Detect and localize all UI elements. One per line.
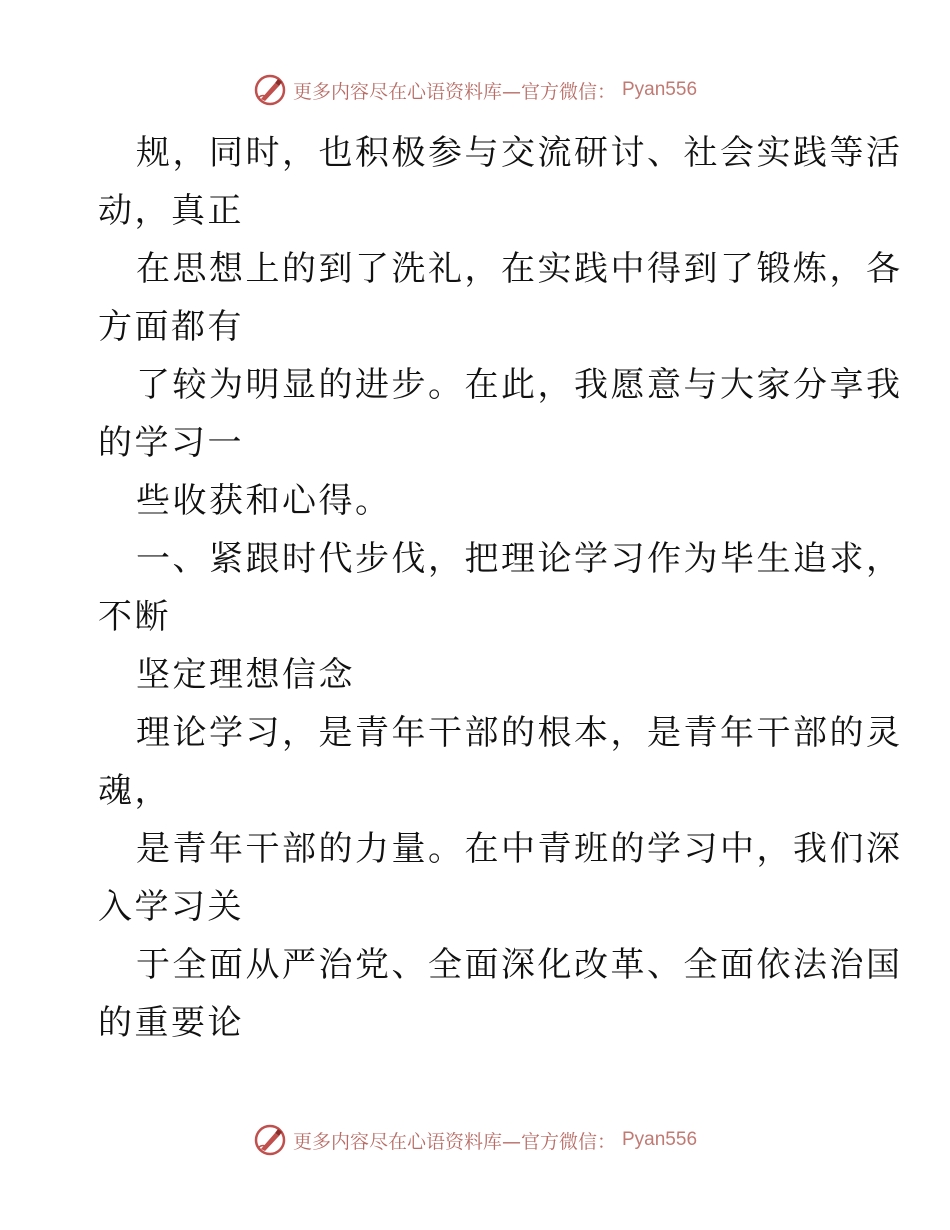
header-banner	[0, 70, 950, 110]
footer-banner	[0, 1120, 950, 1160]
footer-wechat-id: Pyan556	[622, 1129, 698, 1150]
text-line: 了较为明显的进步。在此，我愿意与大家分享我	[136, 365, 903, 405]
footer-banner-text: 更多内容尽在心语资料库—官方微信：	[292, 1130, 616, 1153]
text-line: 于全面从严治党、全面深化改革、全面依法治国	[136, 945, 903, 985]
text-line: 不断	[98, 597, 171, 637]
text-line: 入学习关	[98, 887, 244, 927]
header-banner-text: 更多内容尽在心语资料库—官方微信：	[292, 80, 616, 103]
text-line: 理论学习，是青年干部的根本，是青年干部的灵	[136, 713, 903, 753]
text-line: 规，同时，也积极参与交流研讨、社会实践等活	[136, 133, 903, 173]
text-line: 动，真正	[98, 191, 244, 231]
text-line: 是青年干部的力量。在中青班的学习中，我们深	[136, 829, 903, 869]
pen-circle-logo-icon	[253, 1123, 287, 1157]
pen-circle-logo-icon	[253, 73, 287, 107]
header-wechat-id: Pyan556	[622, 79, 698, 100]
text-line: 一、紧跟时代步伐，把理论学习作为毕生追求，	[136, 539, 903, 579]
text-line: 的重要论	[98, 1003, 244, 1043]
text-line: 些收获和心得。	[136, 481, 392, 521]
text-line: 坚定理想信念	[136, 655, 355, 695]
text-line: 的学习一	[98, 423, 244, 463]
text-line: 魂，	[98, 771, 171, 811]
text-line: 方面都有	[98, 307, 244, 347]
text-line: 在思想上的到了洗礼，在实践中得到了锻炼，各	[136, 249, 903, 289]
document-body	[98, 124, 903, 1052]
